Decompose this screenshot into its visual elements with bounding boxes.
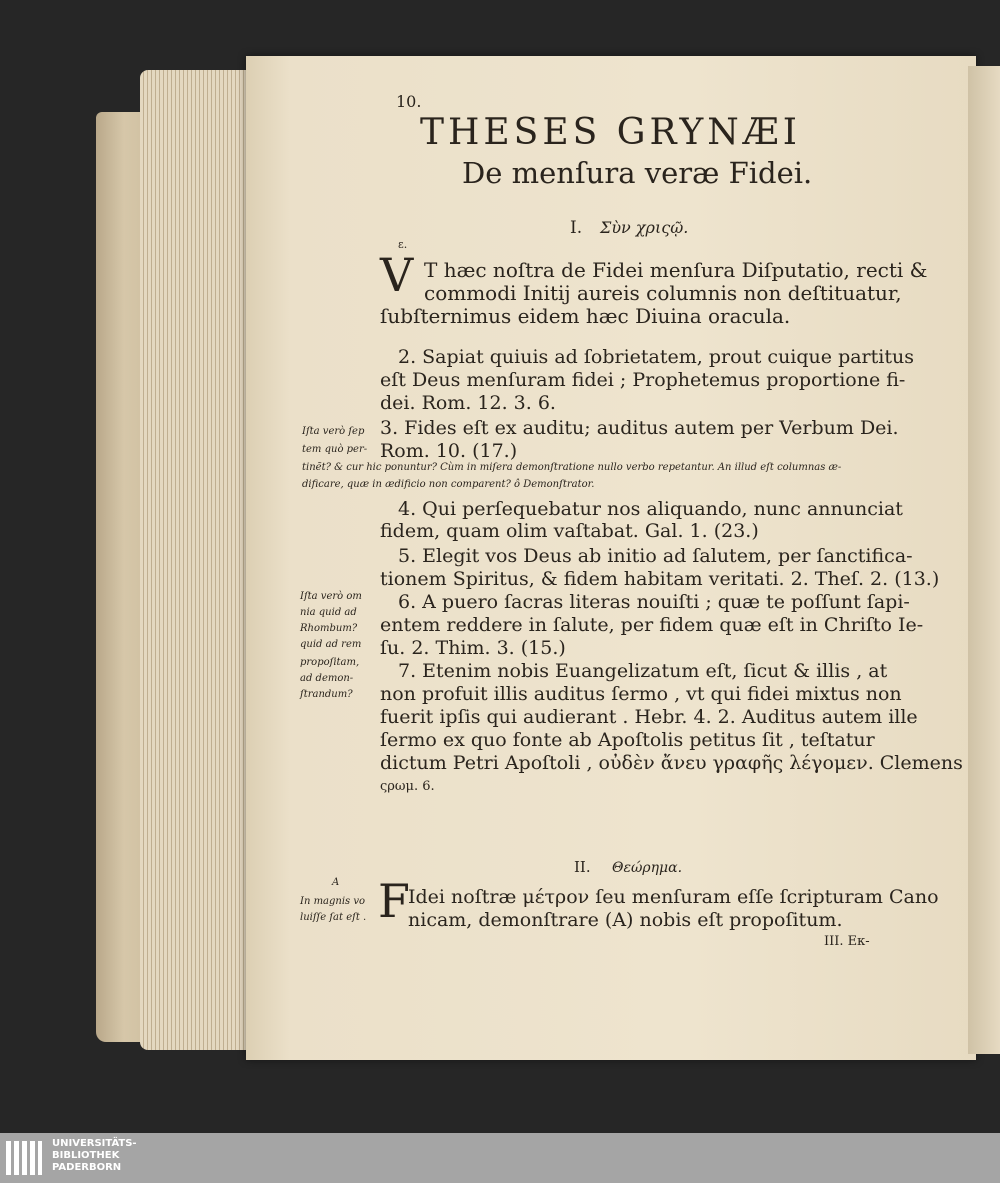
catchword: III. Εκ-: [824, 934, 870, 949]
library-name-line1: UNIVERSITÄTS-: [52, 1138, 137, 1149]
library-name: [52, 1138, 137, 1174]
marker-a: ε.: [398, 238, 408, 251]
library-footer: [0, 1133, 1000, 1183]
para4-line2: fidem, quam olim vaſtabat. Gal. 1. (23.): [380, 520, 759, 542]
para4-line1: 4. Qui perſequebatur nos aliquando, nunc annunciat: [398, 498, 903, 520]
para7-line5: dictum Petri Apoſtoli , οὐδὲν ἄνευ γραφῆς λέγομεν. Clemens: [380, 752, 963, 774]
note-final-line1: A: [332, 877, 340, 888]
note-final-line3: luiſſe ſat eſt .: [300, 912, 367, 923]
para2-line3: dei. Rom. 12. 3. 6.: [380, 392, 556, 414]
para6-line2: entem reddere in ſalute, per fidem quæ eſt in Chriſto Ie-: [380, 614, 924, 636]
library-name-line2: BIBLIOTHEK: [52, 1150, 120, 1161]
drop-initial-f: F: [378, 874, 410, 928]
note-final-line2: In magnis vo: [300, 896, 366, 907]
note7-line7: ſtrandum?: [300, 689, 353, 700]
note7-line5: propoſitam,: [300, 657, 360, 668]
note7-line4: quid ad rem: [300, 639, 362, 650]
para2-line2: eſt Deus menſuram fidei ; Prophetemus proportione fi-: [380, 369, 906, 391]
para3-line2: Rom. 10. (17.): [380, 440, 518, 462]
page-number: 10.: [396, 92, 422, 111]
note3-line4: dificare, quæ in ædificio non comparent? ô Demonſtrator.: [302, 479, 595, 490]
note7-line2: nia quid ad: [300, 607, 357, 618]
para2-line1: 2. Sapiat quiuis ad ſobrietatem, prout cuique partitus: [398, 346, 914, 368]
note3-line1: Iſta verò ſep: [302, 426, 365, 437]
note3-line2: tem quò per-: [302, 444, 368, 455]
para-final-line1: Idei noſtræ μέτρον ſeu menſuram eſſe ſcripturam Cano: [408, 886, 939, 908]
library-name-line3: PADERBORN: [52, 1162, 122, 1173]
para6-line1: 6. A puero ſacras literas nouiſti ; quæ te poſſunt ſapi-: [398, 591, 910, 613]
facing-page-edge: [968, 66, 1000, 1054]
para7-line2: non profuit illis auditus ſermo , vt qui fidei mixtus non: [380, 683, 902, 705]
para3-line1: 3. Fides eſt ex auditu; auditus autem per Verbum Dei.: [380, 417, 899, 439]
para5-line1: 5. Elegit vos Deus ab initio ad ſalutem, per ſanctifica-: [398, 545, 913, 567]
section2-heading: II.: [574, 858, 591, 876]
note3-line3: tinẽt? & cur hic ponuntur? Cùm in miſera demonſtratione nullo verbo repetantur. An illud eſt columnas æ-: [302, 462, 842, 473]
para1-line3: ſubſternimus eidem hæc Diuina oracula.: [380, 304, 791, 328]
section1-greek: Σὺν χριςῷ.: [600, 218, 689, 237]
para5-line2: tionem Spiritus, & fidem habitam veritati. 2. Theſ. 2. (13.): [380, 568, 940, 590]
note7-line3: Rhombum?: [300, 623, 358, 634]
library-logo-icon: [6, 1141, 46, 1175]
note7-line6: ad demon-: [300, 673, 354, 684]
para1-line1: T hæc noſtra de Fidei menſura Diſputatio, recti &: [424, 258, 928, 282]
section2-greek: Θεώρημα.: [612, 860, 683, 876]
para7-line3: fuerit ipſis qui audierant . Hebr. 4. 2. Auditus autem ille: [380, 706, 918, 728]
para1-line2: commodi Initij aureis columnis non deſtituatur,: [424, 281, 902, 305]
drop-initial-v: V: [380, 248, 414, 302]
para-final-line2: nicam, demonſtrare (A) nobis eſt propoſitum.: [408, 909, 843, 931]
page-stack: [140, 70, 260, 1050]
para7-line4: ſermo ex quo fonte ab Apoſtolis petitus ſit , teſtatur: [380, 729, 875, 751]
page-title: THESES GRYNÆI: [420, 112, 802, 153]
para6-line3: ſu. 2. Thim. 3. (15.): [380, 637, 566, 659]
page-subtitle: De menſura veræ Fidei.: [462, 156, 813, 190]
para7-line6: ςρωμ. 6.: [380, 779, 435, 794]
para7-line1: 7. Etenim nobis Euangelizatum eſt, ſicut & illis , at: [398, 660, 888, 682]
note7-line1: Iſta verò om: [300, 591, 362, 602]
section1-heading: I.: [570, 218, 583, 238]
